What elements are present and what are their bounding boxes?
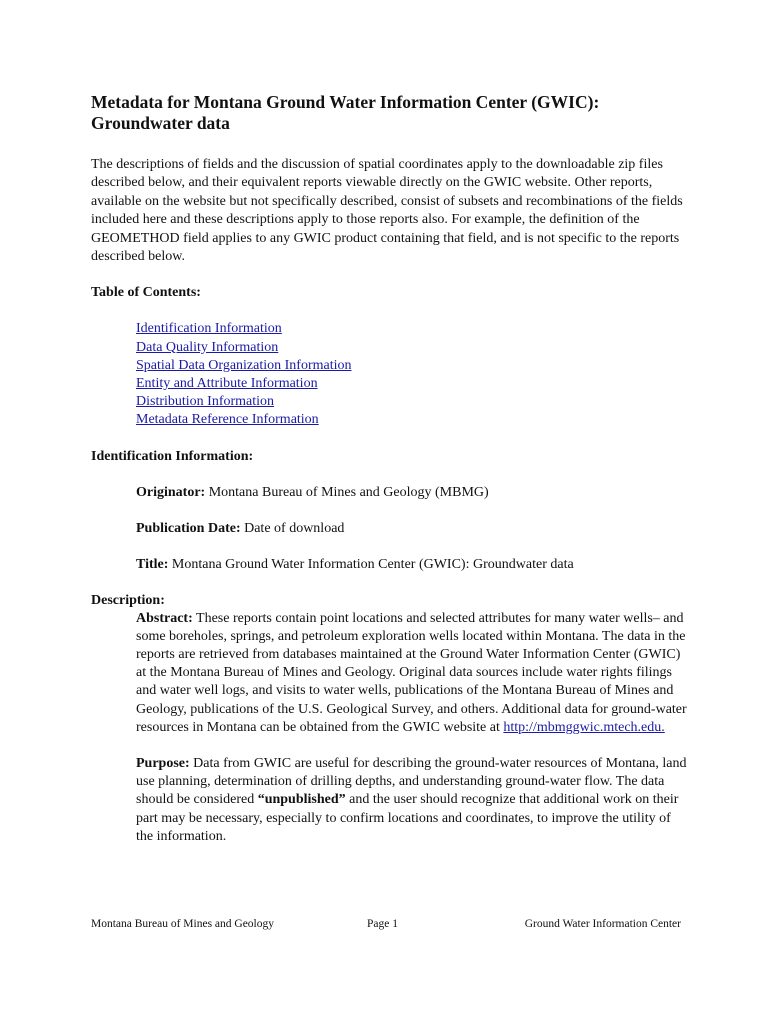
description-heading: Description:: [91, 592, 165, 608]
document-page: [91, 92, 691, 846]
toc-link-spatial-data[interactable]: Spatial Data Organization Information: [136, 357, 352, 373]
originator-value: Montana Bureau of Mines and Geology (MBMG): [205, 484, 489, 500]
publication-date-value: Date of download: [240, 520, 345, 536]
abstract-label: Abstract:: [136, 610, 193, 626]
page-footer: [91, 916, 681, 932]
toc-link-identification[interactable]: Identification Information: [136, 321, 282, 337]
toc-link-entity-attribute[interactable]: Entity and Attribute Information: [136, 376, 318, 392]
title-label: Title:: [136, 556, 169, 572]
title-value: Montana Ground Water Information Center (GWIC): Groundwater data: [168, 556, 574, 572]
abstract-text: These reports contain point locations and selected attributes for many water wells– and some boreholes, springs, and petroleum exploration wells located within Montana. The data in the reports are retrieved from databases maintained at the Ground Water Information Center (GWIC) at the Montana Bureau of Mines and Geology. Original data sources include water rights filings and water well logs, and visits to water wells, publications of the Montana Bureau of Mines and Geology, publications of the U.S. Geological Survey, and others. Additional data for ground-water resources in Montana can be obtained from the GWIC website at: [136, 610, 687, 735]
purpose-text-1: Data from GWIC are useful for describing the ground-water resources of Montana, land use planning, determination of drilling depths, and understanding ground-water flow. The data should be considered: [136, 756, 687, 808]
title-line-1: Metadata for Montana Ground Water Information Center (GWIC):: [91, 92, 600, 112]
gwic-website-link[interactable]: http://mbmggwic.mtech.edu.: [503, 719, 665, 735]
intro-paragraph: The descriptions of fields and the discussion of spatial coordinates apply to the downloadable zip files described below, and their equivalent reports viewable directly on the GWIC website. Other reports, available on the website but not specifically described, consist of subsets and recombinations of the fields included here and these descriptions apply to those reports also. For example, the definition of the GEOMETHOD field applies to any GWIC product containing that field, and is not specific to the reports described below.: [91, 157, 683, 265]
purpose-emphasis: “unpublished”: [257, 792, 346, 808]
purpose-text-2: and the user should recognize that additional work on their part may be necessary, especially to confirm locations and coordinates, to improve the utility of the information.: [136, 792, 679, 844]
originator-label: Originator:: [136, 484, 206, 500]
toc-link-metadata-reference[interactable]: Metadata Reference Information: [136, 412, 319, 428]
originator-field: [136, 484, 691, 502]
abstract-paragraph: [136, 610, 691, 737]
title-line-2: Groundwater data: [91, 113, 230, 133]
footer-right: Ground Water Information Center: [524, 918, 681, 930]
identification-heading: Identification Information:: [91, 448, 254, 464]
title-field: [136, 556, 691, 574]
table-of-contents: [136, 320, 691, 429]
document-title: [91, 92, 691, 134]
publication-date-field: [136, 520, 691, 538]
publication-date-label: Publication Date:: [136, 520, 241, 536]
toc-heading: Table of Contents:: [91, 285, 201, 301]
toc-link-distribution[interactable]: Distribution Information: [136, 394, 275, 410]
footer-page-number: Page 1: [367, 918, 398, 930]
purpose-paragraph: [136, 755, 691, 846]
purpose-label: Purpose:: [136, 756, 190, 772]
footer-left: Montana Bureau of Mines and Geology: [91, 918, 275, 930]
toc-link-data-quality[interactable]: Data Quality Information: [136, 339, 279, 355]
